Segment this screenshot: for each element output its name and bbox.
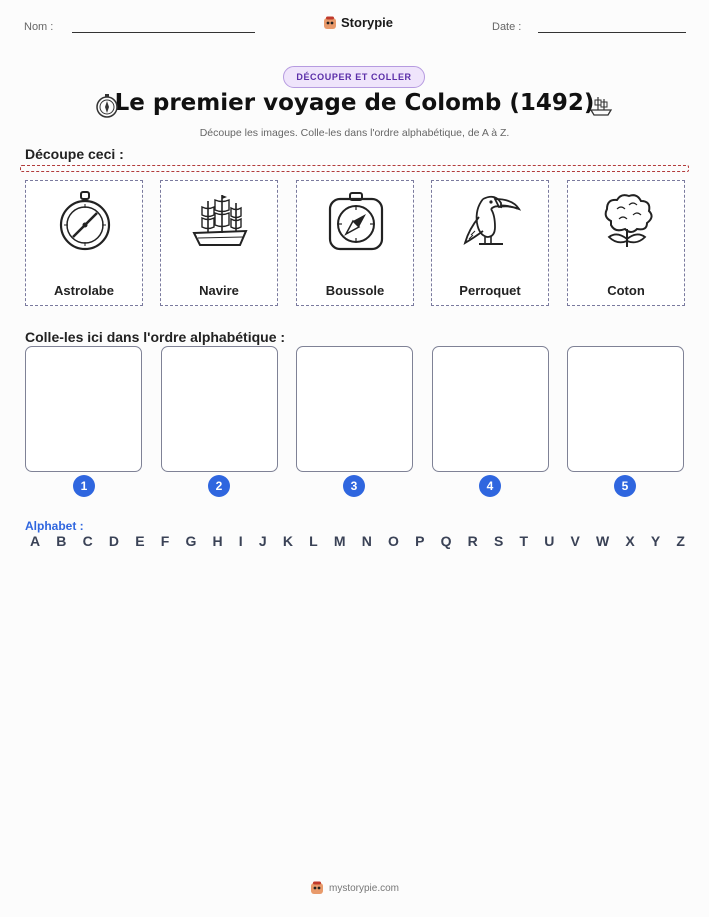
alphabet-letter: O: [388, 533, 399, 549]
alphabet-letter: K: [282, 533, 293, 549]
slot-number-badge: 5: [614, 475, 636, 497]
slot-number-badge: 2: [208, 475, 230, 497]
slot-number-badge: 3: [343, 475, 365, 497]
alphabet-letter: E: [135, 533, 145, 549]
alphabet-letter: T: [519, 533, 529, 549]
card-label: Perroquet: [459, 283, 521, 298]
alphabet-letter: S: [493, 533, 504, 549]
name-line[interactable]: [72, 32, 255, 33]
alphabet-letter: F: [160, 533, 170, 549]
cut-card-boussole[interactable]: [296, 180, 414, 306]
alphabet-letter: Z: [676, 533, 685, 549]
activity-badge: DÉCOUPER ET COLLER: [283, 66, 425, 88]
alphabet-heading: Alphabet :: [25, 519, 84, 533]
title-text: Le premier voyage de Colomb (1492): [114, 90, 595, 116]
cut-card-astrolabe[interactable]: [25, 180, 143, 306]
date-line[interactable]: [538, 32, 686, 33]
alphabet-letter: M: [333, 533, 346, 549]
alphabet-letter: X: [625, 533, 635, 549]
alphabet-letter: U: [544, 533, 555, 549]
brand-name: Storypie: [341, 15, 394, 30]
footer: [0, 881, 709, 895]
date-label: Date :: [492, 21, 522, 33]
alphabet-letter: R: [467, 533, 478, 549]
brand-logo: [323, 15, 393, 30]
slot-number-badge: 4: [479, 475, 501, 497]
alphabet-letter: L: [309, 533, 318, 549]
footer-site[interactable]: mystorypie.com: [328, 882, 399, 894]
cut-heading: Découpe ceci :: [25, 146, 124, 162]
astrolabe-icon: [55, 191, 115, 251]
paste-slot-1[interactable]: [25, 346, 142, 472]
ship-deco-icon: [588, 93, 614, 119]
alphabet-letter: C: [82, 533, 93, 549]
alphabet-row: [30, 533, 685, 549]
cut-card-coton[interactable]: [567, 180, 685, 306]
alphabet-letter: D: [108, 533, 120, 549]
paste-slot-4[interactable]: [432, 346, 549, 472]
card-label: Boussole: [325, 283, 385, 298]
alphabet-letter: A: [30, 533, 41, 549]
card-label: Astrolabe: [54, 283, 114, 298]
alphabet-letter: J: [258, 533, 267, 549]
card-label: Navire: [199, 283, 239, 298]
alphabet-letter: I: [238, 533, 243, 549]
name-label: Nom :: [24, 21, 54, 33]
page-title: [0, 90, 709, 116]
alphabet-letter: V: [570, 533, 580, 549]
compass-deco-icon: [94, 93, 120, 119]
toucan-icon: [461, 191, 521, 251]
alphabet-letter: B: [56, 533, 67, 549]
storypie-logo-icon: [310, 881, 324, 895]
cut-card-navire[interactable]: [160, 180, 278, 306]
paste-heading: Colle-les ici dans l'ordre alphabétique :: [25, 329, 286, 345]
alphabet-letter: N: [361, 533, 372, 549]
paste-slot-5[interactable]: [567, 346, 684, 472]
instructions: Découpe les images. Colle-les dans l'ordre alphabétique, de A à Z.: [199, 127, 510, 139]
compass-icon: [326, 191, 386, 251]
card-label: Coton: [607, 283, 645, 298]
alphabet-letter: W: [596, 533, 610, 549]
alphabet-letter: H: [212, 533, 223, 549]
cut-line: [20, 165, 689, 172]
ship-icon: [190, 191, 250, 251]
alphabet-letter: Q: [440, 533, 452, 549]
cotton-icon: [597, 191, 657, 251]
paste-slot-3[interactable]: [296, 346, 413, 472]
paste-slot-2[interactable]: [161, 346, 278, 472]
storypie-logo-icon: [323, 16, 337, 30]
cut-card-perroquet[interactable]: [431, 180, 549, 306]
alphabet-letter: G: [185, 533, 197, 549]
slot-number-badge: 1: [73, 475, 95, 497]
alphabet-letter: P: [415, 533, 425, 549]
alphabet-letter: Y: [650, 533, 661, 549]
